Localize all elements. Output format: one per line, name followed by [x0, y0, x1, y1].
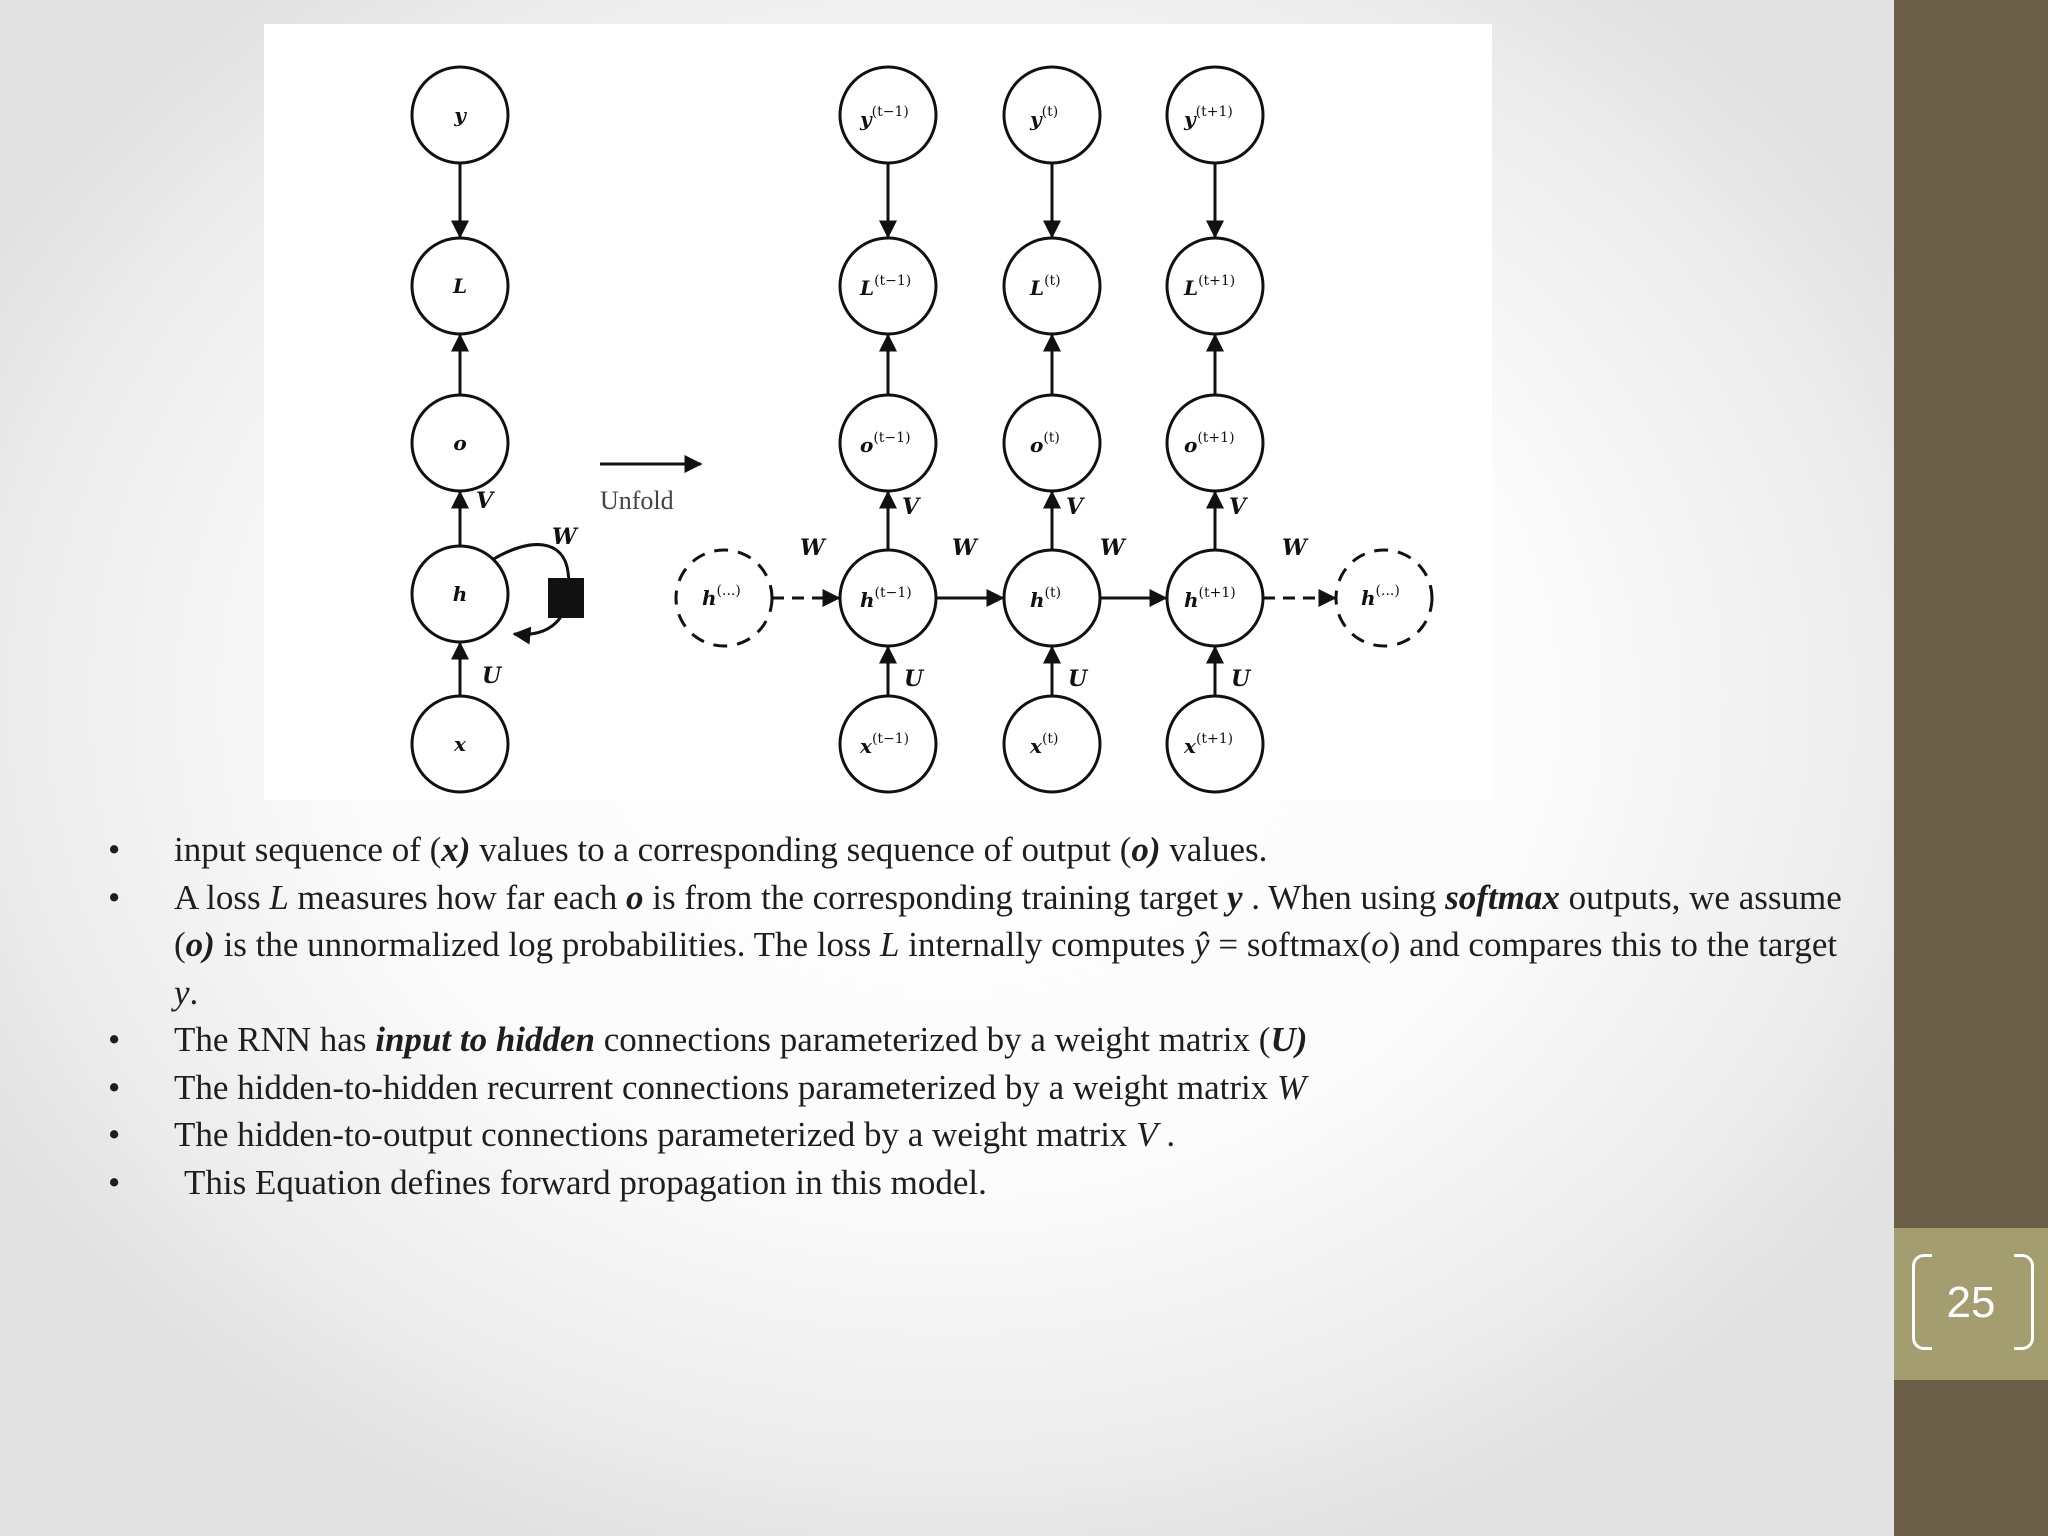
node-y-label: y: [454, 103, 466, 127]
node-y-t-plus-1-label: y(t+1): [1184, 104, 1233, 131]
weight-w-unfold-3: W: [1100, 535, 1125, 561]
node-loss-t-minus-1-label: L(t−1): [860, 273, 912, 300]
unfold-label: Unfold: [600, 486, 674, 515]
delay-square-icon: [548, 578, 584, 618]
folded-network: [412, 67, 584, 792]
weight-w-unfold-1: W: [800, 535, 825, 561]
bullet-2: • A loss L measures how far each o is from the corresponding training target y . When using softmax outputs, we assume (o) is the unnormalized log probabilities. The loss L internally computes ŷ = softmax(o) and compares this to the target y.: [0, 874, 1860, 1017]
node-input-label: x: [454, 732, 466, 756]
node-hidden-prev-label: h(...): [702, 583, 741, 610]
weight-w-unfold-4: W: [1282, 535, 1307, 561]
node-input-t-plus-1-label: x(t+1): [1184, 731, 1234, 758]
weight-u-t-minus-1: U: [904, 666, 924, 692]
node-output-t-label: o(t): [1030, 430, 1060, 457]
bullet-5: • The hidden-to-output connections parameterized by a weight matrix V .: [0, 1111, 1860, 1159]
node-hidden-next-label: h(...): [1361, 583, 1400, 610]
bullet-1: • input sequence of (x) values to a corresponding sequence of output (o) values.: [0, 826, 1860, 874]
page-number: 25: [1946, 1278, 1996, 1327]
page-number-box: [1894, 1228, 2048, 1380]
node-y-t-minus-1-label: y(t−1): [860, 104, 909, 131]
node-y-t-label: y(t): [1030, 104, 1059, 131]
node-input-t-label: x(t): [1030, 731, 1059, 758]
weight-w-unfold-2: W: [952, 535, 977, 561]
node-hidden-label: h: [452, 582, 468, 606]
node-loss-t-plus-1-label: L(t+1): [1184, 273, 1236, 300]
column-t-plus-1: [1167, 67, 1263, 792]
bullet-6: • This Equation defines forward propagation in this model.: [0, 1159, 1860, 1207]
bullet-4: • The hidden-to-hidden recurrent connections parameterized by a weight matrix W: [0, 1064, 1860, 1112]
rnn-diagram: [264, 24, 1492, 800]
column-t: [1004, 67, 1100, 792]
weight-v-t-minus-1: V: [902, 494, 920, 520]
bullet-list: [0, 826, 1860, 1206]
node-hidden-t-minus-1-label: h(t−1): [860, 585, 912, 612]
weight-v-label: V: [476, 488, 494, 514]
node-output-t-plus-1-label: o(t+1): [1184, 430, 1235, 457]
node-hidden-t-label: h(t): [1030, 585, 1062, 612]
weight-u-t-plus-1: U: [1231, 666, 1251, 692]
unfolded-network: [676, 67, 1432, 792]
weight-u-label: U: [482, 663, 502, 689]
bullet-3: • The RNN has input to hidden connections parameterized by a weight matrix (U): [0, 1016, 1860, 1064]
node-loss-t-label: L(t): [1030, 273, 1061, 300]
node-output-label: o: [453, 431, 467, 455]
weight-u-t: U: [1068, 666, 1088, 692]
weight-v-t: V: [1066, 494, 1084, 520]
column-t-minus-1: [840, 67, 936, 792]
weight-v-t-plus-1: V: [1229, 494, 1247, 520]
weight-w-label: W: [552, 524, 577, 550]
node-input-t-minus-1-label: x(t−1): [860, 731, 910, 758]
node-hidden-t-plus-1-label: h(t+1): [1184, 585, 1236, 612]
node-output-t-minus-1-label: o(t−1): [860, 430, 911, 457]
node-loss-label: L: [452, 274, 468, 298]
